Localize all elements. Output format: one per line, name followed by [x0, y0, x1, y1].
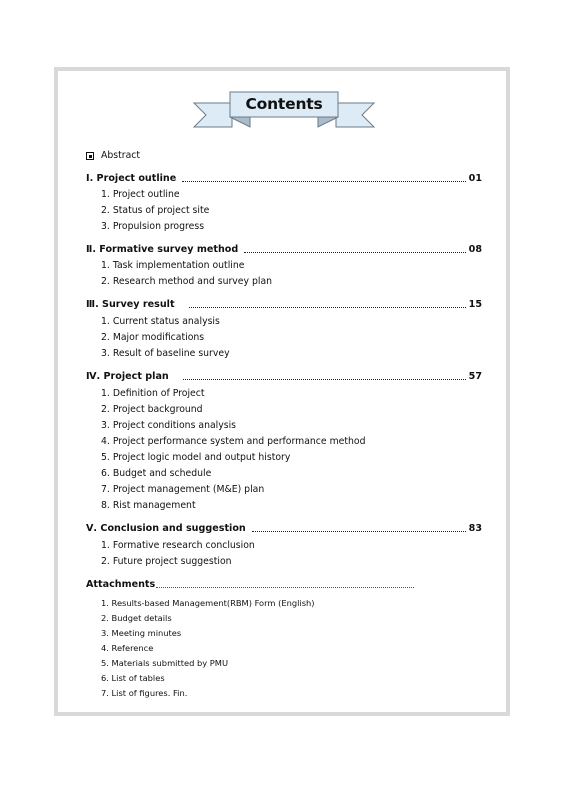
page-number: 83 [468, 523, 482, 534]
toc-item[interactable]: 6. Budget and schedule [101, 468, 212, 479]
toc-item[interactable]: 3. Result of baseline survey [101, 348, 230, 359]
attachment-item[interactable]: 7. List of figures. Fin. [101, 688, 188, 698]
square-bullet-icon [86, 152, 94, 160]
attachments-label: Attachments [86, 579, 156, 590]
dot-leader [182, 181, 465, 182]
toc-item[interactable]: 2. Status of project site [101, 205, 210, 216]
page-number: 15 [468, 299, 482, 310]
page-number: 08 [468, 244, 482, 255]
dot-leader [156, 587, 414, 588]
attachment-item[interactable]: 4. Reference [101, 643, 154, 653]
dot-leader [244, 252, 465, 253]
toc-section-2[interactable] [86, 244, 482, 256]
abstract-label: Abstract [101, 150, 141, 161]
toc-section-4[interactable] [86, 371, 482, 383]
dot-leader [183, 379, 466, 380]
toc-item[interactable]: 8. Rist management [101, 500, 196, 511]
page-number: 01 [468, 173, 482, 184]
section-title: Ⅰ. Project outline [86, 173, 177, 184]
section-title: Ⅳ. Project plan [86, 371, 169, 382]
toc-item[interactable]: 1. Task implementation outline [101, 260, 245, 271]
dot-leader [252, 531, 466, 532]
attachment-item[interactable]: 5. Materials submitted by PMU [101, 658, 229, 668]
toc-section-3[interactable] [86, 299, 482, 311]
attachment-item[interactable]: 2. Budget details [101, 613, 172, 623]
document-page [54, 67, 510, 716]
toc-item[interactable]: 2. Major modifications [101, 332, 205, 343]
attachment-item[interactable]: 3. Meeting minutes [101, 628, 182, 638]
toc-item[interactable]: 4. Project performance system and performance method [101, 436, 366, 447]
toc-item[interactable]: 3. Project conditions analysis [101, 420, 237, 431]
toc-item[interactable]: 1. Formative research conclusion [101, 540, 255, 551]
toc-item[interactable]: 1. Definition of Project [101, 388, 205, 399]
toc-item[interactable]: 7. Project management (M&E) plan [101, 484, 265, 495]
section-title: Ⅱ. Formative survey method [86, 244, 239, 255]
contents-banner [192, 91, 376, 131]
abstract-entry[interactable] [86, 150, 140, 162]
page-number: 57 [468, 371, 482, 382]
toc-section-1[interactable] [86, 173, 482, 185]
attachment-item[interactable]: 1. Results-based Management(RBM) Form (English) [101, 598, 315, 608]
dot-leader [189, 307, 466, 308]
toc-item[interactable]: 3. Propulsion progress [101, 221, 205, 232]
toc-section-5[interactable] [86, 523, 482, 535]
section-title: Ⅴ. Conclusion and suggestion [86, 523, 246, 534]
page-title: Contents [245, 95, 323, 113]
attachments-heading[interactable] [86, 579, 414, 591]
toc-item[interactable]: 1. Project outline [101, 189, 180, 200]
toc-item[interactable]: 1. Current status analysis [101, 316, 220, 327]
attachment-item[interactable]: 6. List of tables [101, 673, 165, 683]
section-title: Ⅲ. Survey result [86, 299, 175, 310]
toc-item[interactable]: 2. Research method and survey plan [101, 276, 273, 287]
toc-item[interactable]: 2. Future project suggestion [101, 556, 232, 567]
toc-item[interactable]: 2. Project background [101, 404, 203, 415]
toc-item[interactable]: 5. Project logic model and output history [101, 452, 291, 463]
